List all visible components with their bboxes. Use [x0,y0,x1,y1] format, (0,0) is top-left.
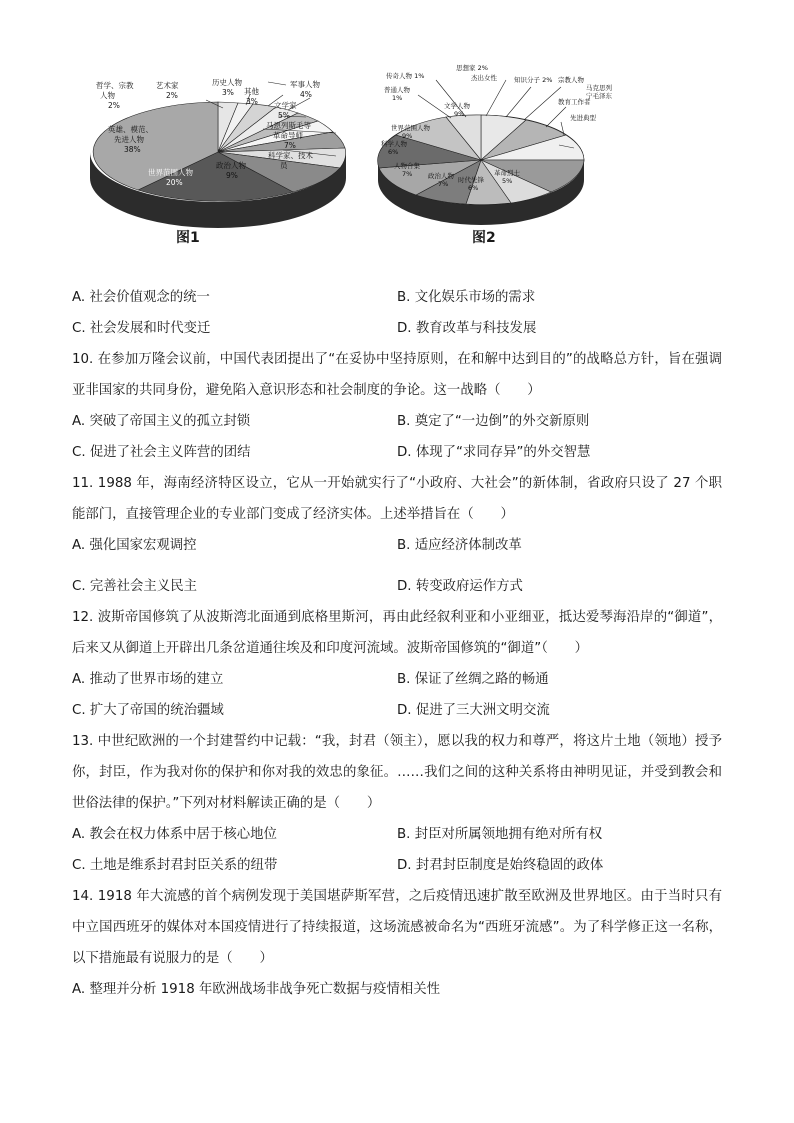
option-d[interactable]: D. 促进了三大洲文明交流 [397,703,550,718]
q9-option-c[interactable]: C. 社会发展和时代变迁 [72,321,211,336]
fig1-label-lishi: 历史人物 [212,78,242,87]
fig2-label-l5: 宗教人物 [558,76,584,84]
question-stem: 10. 在参加万隆会议前，中国代表团提出了“在妥协中坚持原则，在和解中达到目的”的战略总方针，旨在强调亚非国家的共同身份，避免陷入意识形态和社会制度的争论。这一战略（ ） [72,352,722,398]
option-b[interactable]: B. 保证了丝绸之路的畅通 [397,672,549,687]
question-stem: 13. 中世纪欧洲的一个封建誓约中记载：“我，封君（领主），愿以我的权力和尊严，将这片土地（领地）授予你，封臣，作为我对你的保护和你对我的效忠的象征。……我们之间的这种关系将由神明见证，并受到教会和世俗法律的保护。”下列对材料解读正确的是（ ） [72,734,722,811]
fig2-label-l14b: 7% [402,170,413,178]
option-a[interactable]: A. 整理并分析 1918 年欧洲战场非战争死亡数据与疫情相关性 [72,982,441,997]
option-a[interactable]: A. 突破了帝国主义的孤立封锁 [72,414,251,429]
fig2-label-l15: 科学人物 [381,140,407,148]
fig2-label-l16: 世界范围人物 [391,124,430,132]
figure-1 [78,60,368,235]
option-c[interactable]: C. 土地是维系封君封臣关系的纽带 [72,858,278,873]
fig2-label-l6: 普通人物 [384,86,410,94]
fig1-label-zhexue2: 人物 [100,91,115,100]
option-b[interactable]: B. 奠定了“一边倒”的外交新原则 [397,414,590,429]
fig2-label-l4: 知识分子 2% [514,76,553,84]
option-c[interactable]: C. 扩大了帝国的统治疆域 [72,703,224,718]
fig1-label-shijie-pct: 20% [166,178,183,187]
fig1-label-makesi-pct: 7% [284,141,296,150]
fig1-label-yingxiong-pct: 38% [124,145,141,154]
figure-1-caption: 图1 [176,230,200,246]
q9-option-d[interactable]: D. 教育改革与科技发展 [397,321,537,336]
option-a[interactable]: A. 强化国家宏观调控 [72,538,197,553]
fig1-label-qita: 其他 [244,87,259,96]
option-d[interactable]: D. 体现了“求同存异”的外交智慧 [397,445,591,460]
fig2-label-l11b: 6% [468,184,479,192]
fig1-label-makesi: 马恩列斯毛等 [266,121,311,130]
fig1-label-shijie: 世界范围人物 [148,168,193,177]
fig1-label-zhengzhi: 政治人物 [216,161,246,170]
fig1-label-junshi: 军事人物 [290,80,320,89]
q9-options-row-1 [72,282,722,313]
fig2-label-l16b: 9% [402,132,413,140]
q9-option-a[interactable]: A. 社会价值观念的统一 [72,290,210,305]
fig1-label-kexue2: 员 [280,161,288,170]
fig1-label-yingxiong2: 先进人物 [114,135,144,144]
fig1-label-makesi2: 革命导师 [273,131,303,140]
fig2-label-l11: 时代先锋 [458,176,484,184]
fig1-label-yingxiong: 英雄、模范、 [108,125,153,134]
figure-2 [366,60,616,235]
question-stem: 12. 波斯帝国修筑了从波斯湾北面通到底格里斯河，再由此经叙利亚和小亚细亚，抵达爱琴海沿岸的“御道”，后来又从御道上开辟出几条岔道通往埃及和印度河流域。波斯帝国修筑的“御道”（ ） [72,610,722,656]
option-d[interactable]: D. 封君封臣制度是始终稳固的政体 [397,858,604,873]
fig2-label-l7: 马克思列 [586,84,612,92]
fig1-label-lishi-pct: 3% [222,88,234,97]
fig2-label-l10: 先进典型 [570,114,596,122]
fig2-label-l1: 思想家 2% [456,64,488,72]
fig2-label-l7b: 宁毛泽东 [586,92,612,100]
fig1-label-wenxue-pct: 5% [278,111,290,120]
figure-2-caption: 图2 [472,230,496,246]
fig2-label-l2: 杰出女性 [471,74,497,82]
fig2-label-l8: 文学人物 [444,102,470,110]
q9-options-row-2 [72,313,722,344]
question-stem: 11. 1988 年，海南经济特区设立，它从一开始就实行了“小政府、大社会”的新体制，省政府只设了 27 个职能部门，直接管理企业的专业部门变成了经济实体。上述举措旨在（ ） [72,476,722,522]
question-13 [72,726,722,881]
option-a[interactable]: A. 推动了世界市场的建立 [72,672,224,687]
option-c[interactable]: C. 完善社会主义民主 [72,579,197,594]
fig1-label-wenxue: 文学家 [274,101,297,110]
question-stem: 14. 1918 年大流感的首个病例发现于美国堪萨斯军营，之后疫情迅速扩散至欧洲及世界地区。由于当时只有中立国西班牙的媒体对本国疫情进行了持续报道，这场流感被命名为“西班牙流感”。为了科学修正这一名称，以下措施最有说服力的是（ ） [72,889,722,966]
option-b[interactable]: B. 封臣对所属领地拥有绝对所有权 [397,827,603,842]
fig1-label-zhengzhi-pct: 9% [226,171,238,180]
question-14 [72,881,722,1005]
option-a[interactable]: A. 教会在权力体系中居于核心地位 [72,827,277,842]
fig2-label-l15b: 6% [388,148,399,156]
fig1-label-yishu: 艺术家 [156,81,179,90]
q9-option-b[interactable]: B. 文化娱乐市场的需求 [397,290,536,305]
option-c[interactable]: C. 促进了社会主义阵营的团结 [72,445,251,460]
fig1-label-junshi-pct: 4% [300,90,312,99]
fig1-label-yishu-pct: 2% [166,91,178,100]
fig2-label-l12: 革命烈士 [494,169,520,177]
fig1-label-zhexue: 哲学、宗教 [96,81,134,90]
option-d[interactable]: D. 转变政府运作方式 [397,579,523,594]
question-list [72,282,722,1005]
fig2-label-l9: 教育工作者 [558,98,591,106]
fig2-label-l8b: 9% [454,110,465,118]
fig1-label-qita-pct: 3% [246,97,258,106]
fig2-label-l12b: 5% [502,177,513,185]
question-11 [72,468,722,602]
fig2-label-l6b: 1% [392,94,403,102]
fig2-label-l13: 政治人物 [428,172,454,180]
fig2-label-l3: 传奇人物 1% [386,72,425,80]
fig1-label-zhexue-pct: 2% [108,101,120,110]
fig1-label-kexue: 科学家、技术 [268,151,313,160]
option-b[interactable]: B. 适应经济体制改革 [397,538,522,553]
question-10 [72,344,722,468]
fig2-label-l14: 人物合集 [394,162,420,170]
fig2-label-l13b: 7% [438,180,449,188]
question-12 [72,602,722,726]
